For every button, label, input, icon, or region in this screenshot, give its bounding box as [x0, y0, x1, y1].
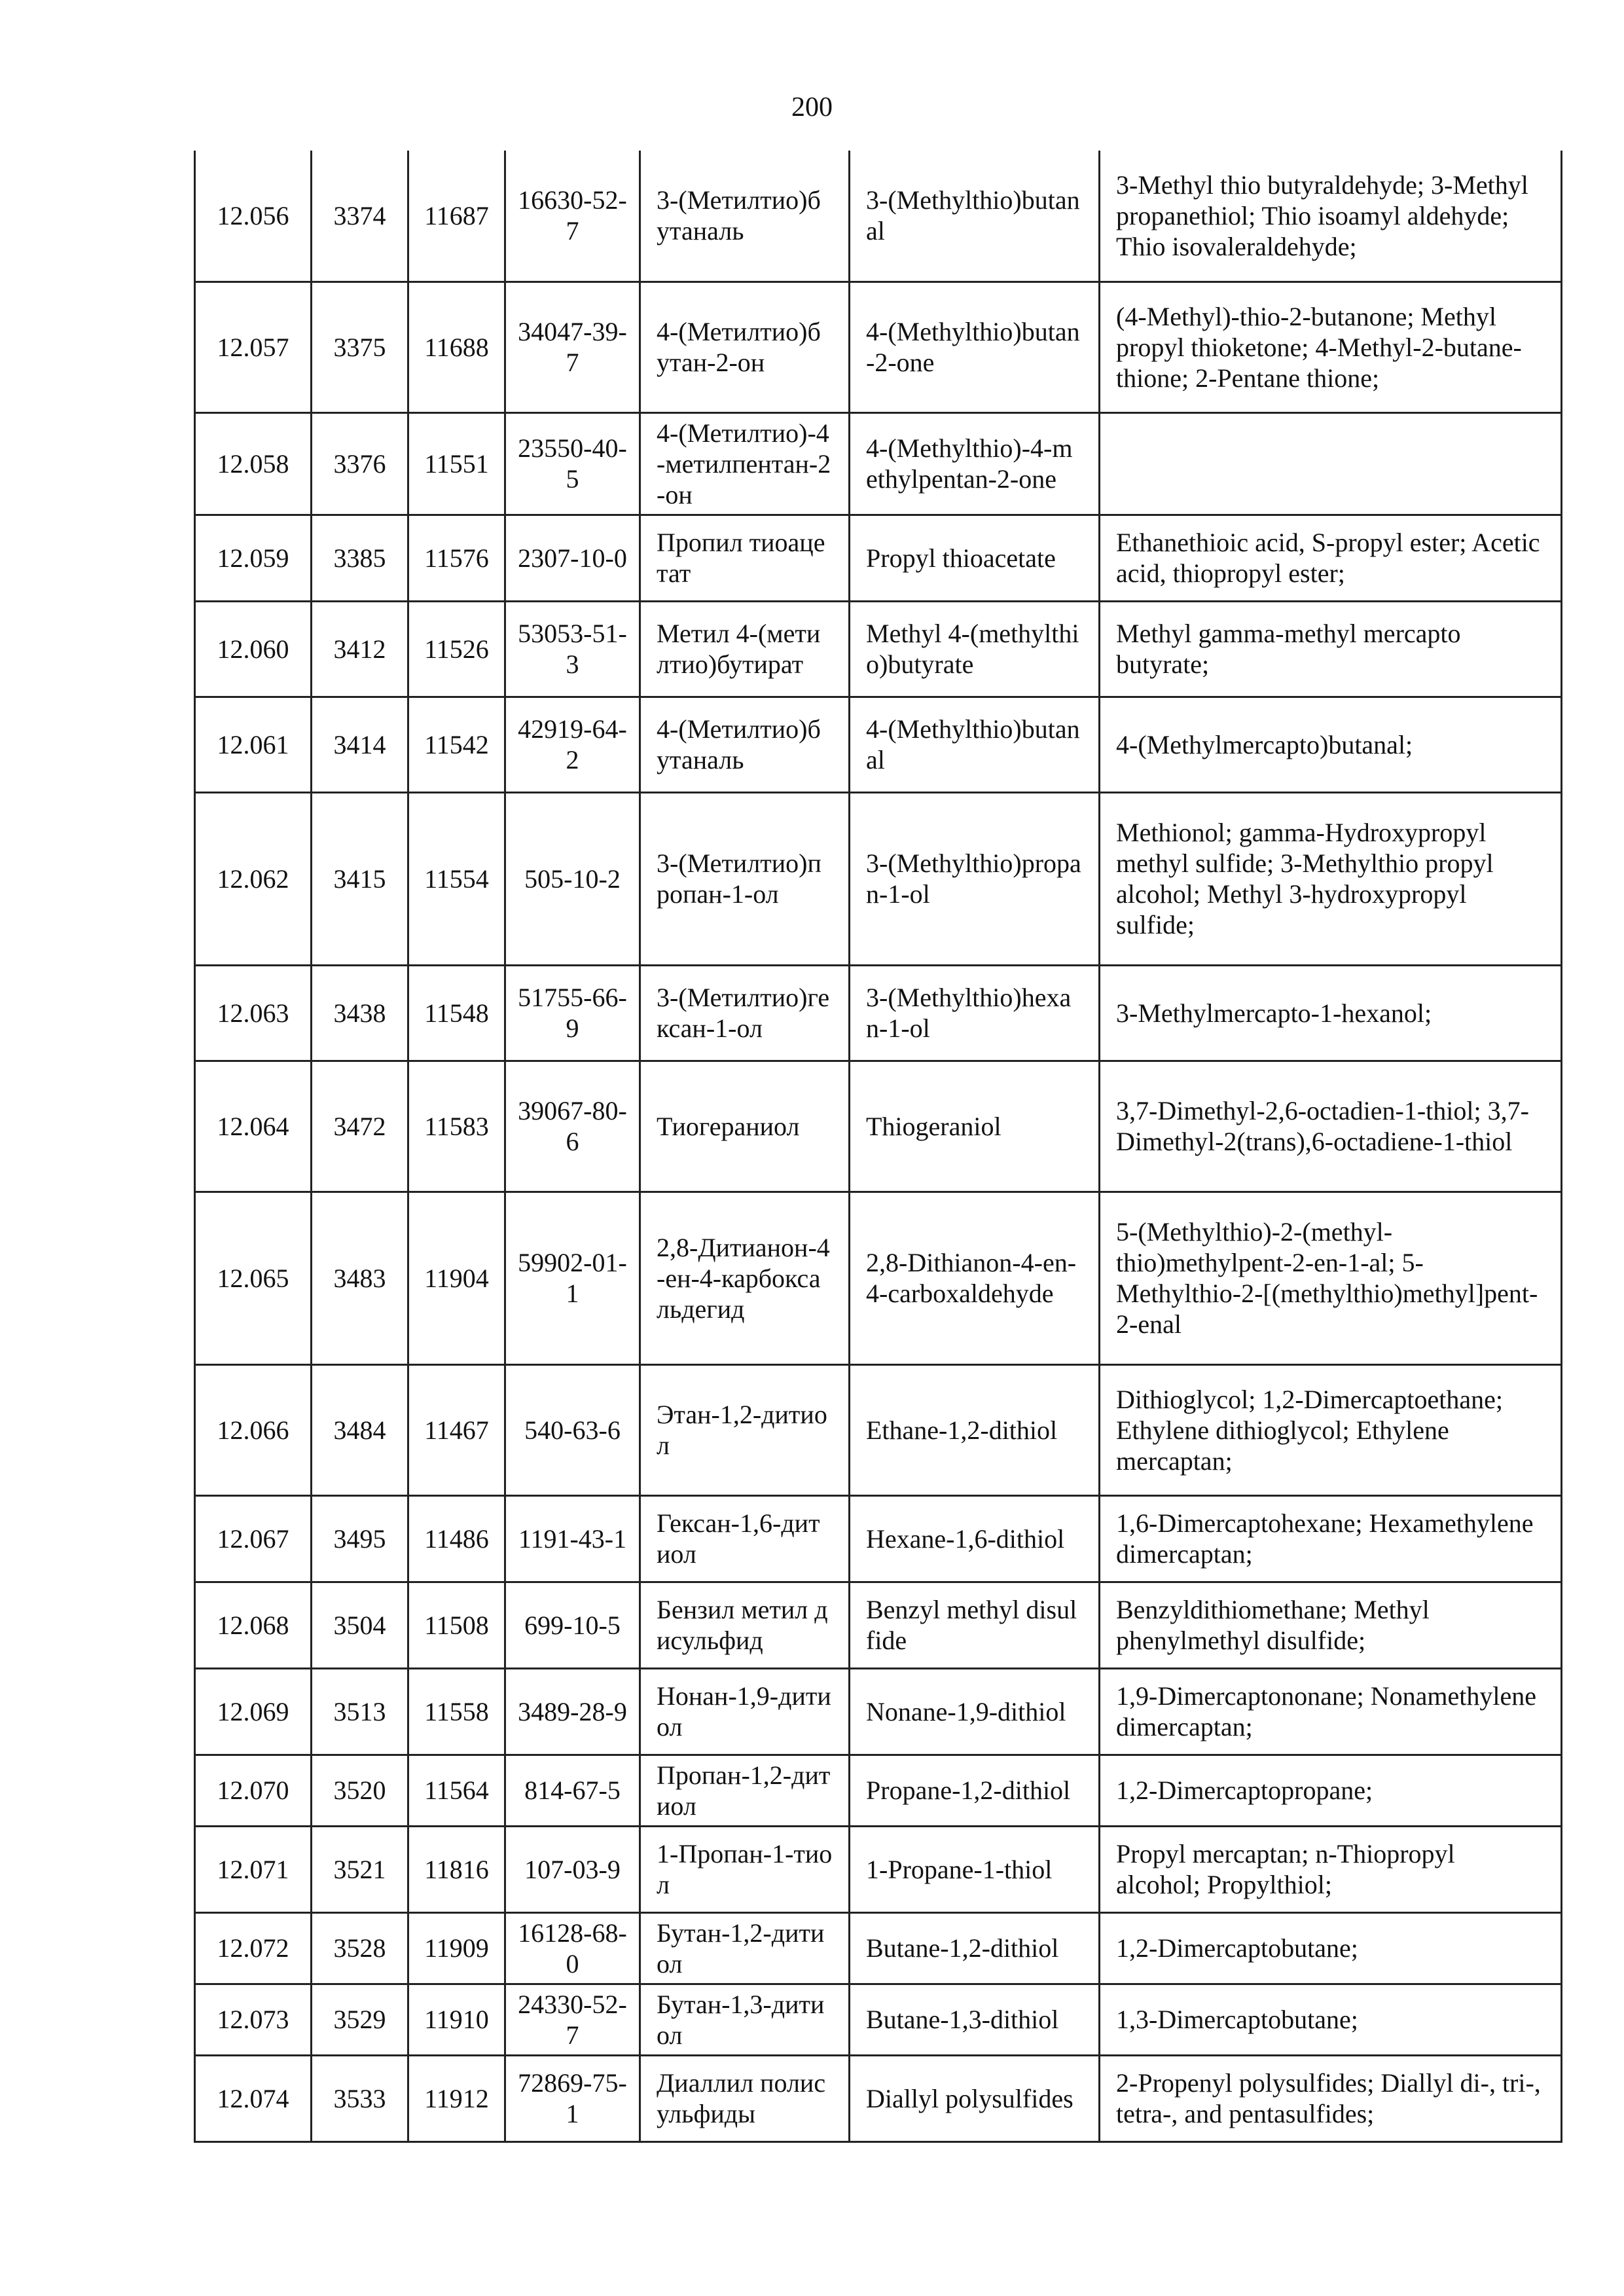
russian-name-cell: Нонан-1,9-дитиол — [640, 1668, 850, 1755]
table-row — [195, 1668, 1562, 1755]
table-row — [195, 412, 1562, 515]
fl-number-cell: 12.074 — [195, 2055, 312, 2141]
cas-number-cell: 1191-43-1 — [505, 1495, 640, 1582]
russian-name-cell: Бензил метил дисульфид — [640, 1582, 850, 1668]
synonyms-cell: Dithioglycol; 1,2-Dimercaptoethane; Ethylene dithioglycol; Ethylene mercaptan; — [1100, 1364, 1562, 1495]
english-name-cell: 4-(Methylthio)-4-methylpentan-2-one — [850, 412, 1100, 515]
cas-number-cell: 23550-40-5 — [505, 412, 640, 515]
synonyms-cell: (4-Methyl)-thio-2-butanone; Methyl propyl thioketone; 4-Methyl-2-butane-thione; 2-Pentane thione; — [1100, 282, 1562, 412]
synonyms-cell: 5-(Methylthio)-2-(methyl-thio)methylpent-2-en-1-al; 5-Methylthio-2-[(methylthio)methyl]pent-2-enal — [1100, 1192, 1562, 1364]
english-name-cell: 2,8-Dithianon-4-en-4-carboxaldehyde — [850, 1192, 1100, 1364]
coe-number-cell: 11551 — [408, 412, 505, 515]
cas-number-cell: 51755-66-9 — [505, 965, 640, 1061]
synonyms-cell: Methionol; gamma-Hydroxypropyl methyl sulfide; 3-Methylthio propyl alcohol; Methyl 3-hydroxypropyl sulfide; — [1100, 792, 1562, 965]
coe-number-cell: 11687 — [408, 151, 505, 282]
fl-number-cell: 12.061 — [195, 697, 312, 792]
synonyms-cell — [1100, 412, 1562, 515]
page-number: 200 — [791, 92, 833, 122]
fl-number-cell: 12.070 — [195, 1755, 312, 1826]
coe-number-cell: 11909 — [408, 1912, 505, 1984]
english-name-cell: Butane-1,3-dithiol — [850, 1984, 1100, 2055]
cas-number-cell: 53053-51-3 — [505, 601, 640, 697]
jecfa-number-cell: 3521 — [312, 1826, 408, 1912]
table-row — [195, 282, 1562, 412]
jecfa-number-cell: 3414 — [312, 697, 408, 792]
coe-number-cell: 11486 — [408, 1495, 505, 1582]
cas-number-cell: 59902-01-1 — [505, 1192, 640, 1364]
fl-number-cell: 12.068 — [195, 1582, 312, 1668]
russian-name-cell: Тиогераниол — [640, 1061, 850, 1192]
coe-number-cell: 11688 — [408, 282, 505, 412]
cas-number-cell: 42919-64-2 — [505, 697, 640, 792]
cas-number-cell: 814-67-5 — [505, 1755, 640, 1826]
fl-number-cell: 12.063 — [195, 965, 312, 1061]
table-row — [195, 1912, 1562, 1984]
table-row — [195, 1061, 1562, 1192]
english-name-cell: Methyl 4-(methylthio)butyrate — [850, 601, 1100, 697]
cas-number-cell: 16630-52-7 — [505, 151, 640, 282]
table-row — [195, 965, 1562, 1061]
coe-number-cell: 11508 — [408, 1582, 505, 1668]
jecfa-number-cell: 3504 — [312, 1582, 408, 1668]
jecfa-number-cell: 3438 — [312, 965, 408, 1061]
table-body — [195, 151, 1562, 2141]
fl-number-cell: 12.073 — [195, 1984, 312, 2055]
fl-number-cell: 12.071 — [195, 1826, 312, 1912]
table-row — [195, 1984, 1562, 2055]
russian-name-cell: 4-(Метилтио)-4-метилпентан-2-он — [640, 412, 850, 515]
synonyms-cell: 4-(Methylmercapto)butanal; — [1100, 697, 1562, 792]
russian-name-cell: Пропил тиоацетат — [640, 515, 850, 601]
english-name-cell: Nonane-1,9-dithiol — [850, 1668, 1100, 1755]
jecfa-number-cell: 3520 — [312, 1755, 408, 1826]
russian-name-cell: Гексан-1,6-дитиол — [640, 1495, 850, 1582]
cas-number-cell: 699-10-5 — [505, 1582, 640, 1668]
fl-number-cell: 12.058 — [195, 412, 312, 515]
cas-number-cell: 24330-52-7 — [505, 1984, 640, 2055]
cas-number-cell: 16128-68-0 — [505, 1912, 640, 1984]
fl-number-cell: 12.057 — [195, 282, 312, 412]
table-row — [195, 1192, 1562, 1364]
english-name-cell: Butane-1,2-dithiol — [850, 1912, 1100, 1984]
cas-number-cell: 3489-28-9 — [505, 1668, 640, 1755]
table-row — [195, 2055, 1562, 2141]
jecfa-number-cell: 3483 — [312, 1192, 408, 1364]
coe-number-cell: 11564 — [408, 1755, 505, 1826]
fl-number-cell: 12.072 — [195, 1912, 312, 1984]
russian-name-cell: 4-(Метилтио)бутан-2-он — [640, 282, 850, 412]
table-row — [195, 1495, 1562, 1582]
jecfa-number-cell: 3385 — [312, 515, 408, 601]
coe-number-cell: 11904 — [408, 1192, 505, 1364]
synonyms-cell: Propyl mercaptan; n-Thiopropyl alcohol; Propylthiol; — [1100, 1826, 1562, 1912]
coe-number-cell: 11548 — [408, 965, 505, 1061]
english-name-cell: Propyl thioacetate — [850, 515, 1100, 601]
coe-number-cell: 11912 — [408, 2055, 505, 2141]
russian-name-cell: 3-(Метилтио)бутаналь — [640, 151, 850, 282]
fl-number-cell: 12.060 — [195, 601, 312, 697]
jecfa-number-cell: 3484 — [312, 1364, 408, 1495]
russian-name-cell: Пропан-1,2-дитиол — [640, 1755, 850, 1826]
synonyms-cell: 1,2-Dimercaptobutane; — [1100, 1912, 1562, 1984]
cas-number-cell: 39067-80-6 — [505, 1061, 640, 1192]
table-row — [195, 1826, 1562, 1912]
english-name-cell: 1-Propane-1-thiol — [850, 1826, 1100, 1912]
russian-name-cell: 2,8-Дитианон-4-ен-4-карбоксальдегид — [640, 1192, 850, 1364]
table-row — [195, 151, 1562, 282]
english-name-cell: 3-(Methylthio)propan-1-ol — [850, 792, 1100, 965]
table-row — [195, 792, 1562, 965]
russian-name-cell: Бутан-1,2-дитиол — [640, 1912, 850, 1984]
jecfa-number-cell: 3495 — [312, 1495, 408, 1582]
jecfa-number-cell: 3376 — [312, 412, 408, 515]
cas-number-cell: 540-63-6 — [505, 1364, 640, 1495]
russian-name-cell: Метил 4-(метилтио)бутират — [640, 601, 850, 697]
fl-number-cell: 12.067 — [195, 1495, 312, 1582]
coe-number-cell: 11576 — [408, 515, 505, 601]
english-name-cell: 3-(Methylthio)butanal — [850, 151, 1100, 282]
english-name-cell: Benzyl methyl disulfide — [850, 1582, 1100, 1668]
cas-number-cell: 72869-75-1 — [505, 2055, 640, 2141]
russian-name-cell: Диаллил полисульфиды — [640, 2055, 850, 2141]
english-name-cell: Thiogeraniol — [850, 1061, 1100, 1192]
synonyms-cell: 3-Methylmercapto-1-hexanol; — [1100, 965, 1562, 1061]
jecfa-number-cell: 3412 — [312, 601, 408, 697]
synonyms-cell: 2-Propenyl polysulfides; Diallyl di-, tri-, tetra-, and pentasulfides; — [1100, 2055, 1562, 2141]
jecfa-number-cell: 3472 — [312, 1061, 408, 1192]
fl-number-cell: 12.069 — [195, 1668, 312, 1755]
coe-number-cell: 11467 — [408, 1364, 505, 1495]
table-row — [195, 601, 1562, 697]
table-row — [195, 515, 1562, 601]
english-name-cell: Diallyl polysulfides — [850, 2055, 1100, 2141]
coe-number-cell: 11910 — [408, 1984, 505, 2055]
synonyms-cell: Ethanethioic acid, S-propyl ester; Acetic acid, thiopropyl ester; — [1100, 515, 1562, 601]
english-name-cell: 3-(Methylthio)hexan-1-ol — [850, 965, 1100, 1061]
coe-number-cell: 11816 — [408, 1826, 505, 1912]
table-row — [195, 1755, 1562, 1826]
english-name-cell: 4-(Methylthio)butan-2-one — [850, 282, 1100, 412]
coe-number-cell: 11526 — [408, 601, 505, 697]
cas-number-cell: 505-10-2 — [505, 792, 640, 965]
jecfa-number-cell: 3415 — [312, 792, 408, 965]
jecfa-number-cell: 3529 — [312, 1984, 408, 2055]
english-name-cell: Hexane-1,6-dithiol — [850, 1495, 1100, 1582]
cas-number-cell: 34047-39-7 — [505, 282, 640, 412]
jecfa-number-cell: 3528 — [312, 1912, 408, 1984]
synonyms-cell: 1,9-Dimercaptononane; Nonamethylene dimercaptan; — [1100, 1668, 1562, 1755]
synonyms-cell: 3-Methyl thio butyraldehyde; 3-Methyl propanethiol; Thio isoamyl aldehyde; Thio isovaleraldehyde; — [1100, 151, 1562, 282]
english-name-cell: 4-(Methylthio)butanal — [850, 697, 1100, 792]
russian-name-cell: Бутан-1,3-дитиол — [640, 1984, 850, 2055]
english-name-cell: Propane-1,2-dithiol — [850, 1755, 1100, 1826]
english-name-cell: Ethane-1,2-dithiol — [850, 1364, 1100, 1495]
synonyms-cell: 1,3-Dimercaptobutane; — [1100, 1984, 1562, 2055]
jecfa-number-cell: 3533 — [312, 2055, 408, 2141]
fl-number-cell: 12.062 — [195, 792, 312, 965]
jecfa-number-cell: 3513 — [312, 1668, 408, 1755]
cas-number-cell: 107-03-9 — [505, 1826, 640, 1912]
fl-number-cell: 12.064 — [195, 1061, 312, 1192]
jecfa-number-cell: 3374 — [312, 151, 408, 282]
jecfa-number-cell: 3375 — [312, 282, 408, 412]
fl-number-cell: 12.056 — [195, 151, 312, 282]
coe-number-cell: 11542 — [408, 697, 505, 792]
coe-number-cell: 11558 — [408, 1668, 505, 1755]
cas-number-cell: 2307-10-0 — [505, 515, 640, 601]
russian-name-cell: 3-(Метилтио)гексан-1-ол — [640, 965, 850, 1061]
synonyms-cell: 1,2-Dimercaptopropane; — [1100, 1755, 1562, 1826]
synonyms-cell: Methyl gamma-methyl mercapto butyrate; — [1100, 601, 1562, 697]
russian-name-cell: 4-(Метилтио)бутаналь — [640, 697, 850, 792]
russian-name-cell: Этан-1,2-дитиол — [640, 1364, 850, 1495]
table-row — [195, 1364, 1562, 1495]
synonyms-cell: 3,7-Dimethyl-2,6-octadien-1-thiol; 3,7-Dimethyl-2(trans),6-octadiene-1-thiol — [1100, 1061, 1562, 1192]
table-row — [195, 1582, 1562, 1668]
russian-name-cell: 1-Пропан-1-тиол — [640, 1826, 850, 1912]
synonyms-cell: 1,6-Dimercaptohexane; Hexamethylene dimercaptan; — [1100, 1495, 1562, 1582]
coe-number-cell: 11554 — [408, 792, 505, 965]
synonyms-cell: Benzyldithiomethane; Methyl phenylmethyl disulfide; — [1100, 1582, 1562, 1668]
russian-name-cell: 3-(Метилтио)пропан-1-ол — [640, 792, 850, 965]
fl-number-cell: 12.066 — [195, 1364, 312, 1495]
fl-number-cell: 12.059 — [195, 515, 312, 601]
fl-number-cell: 12.065 — [195, 1192, 312, 1364]
table-row — [195, 697, 1562, 792]
flavoring-substances-table — [194, 151, 1562, 2143]
coe-number-cell: 11583 — [408, 1061, 505, 1192]
